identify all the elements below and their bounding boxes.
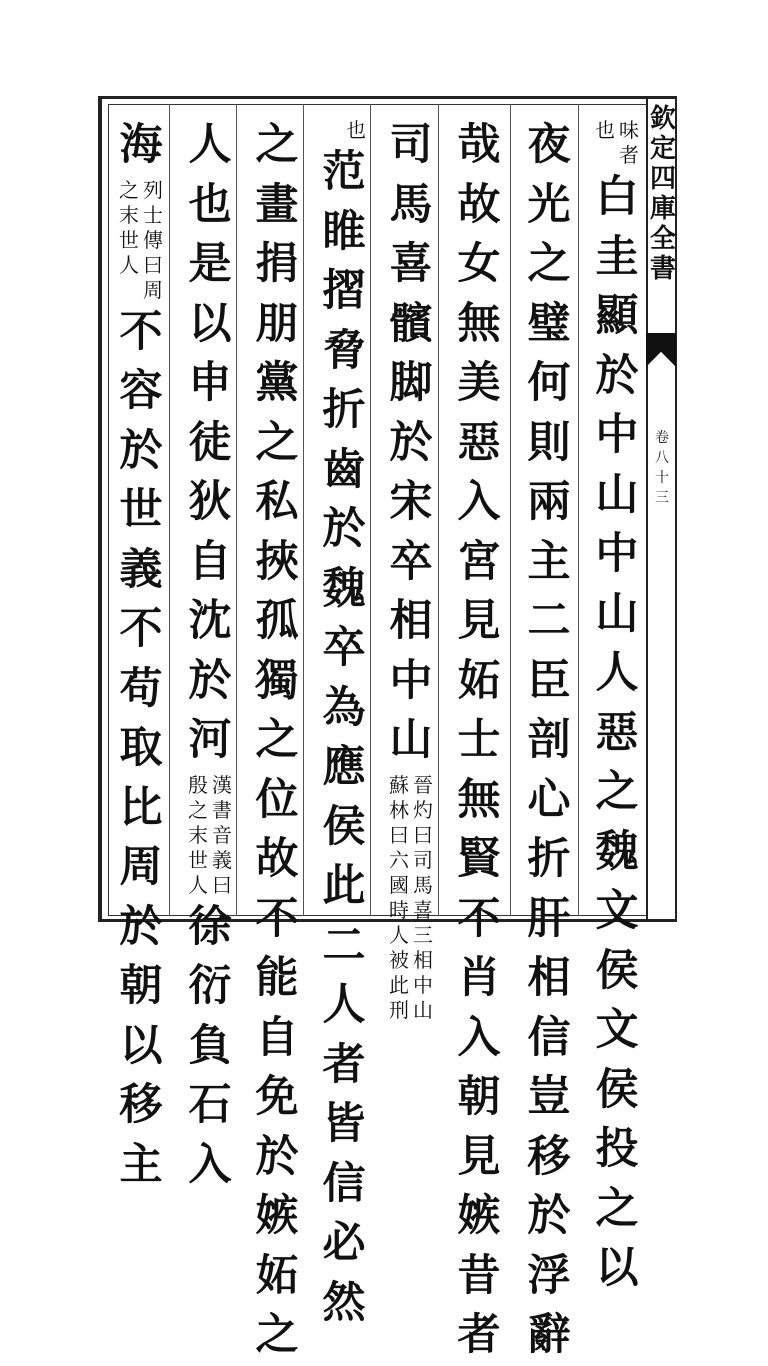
column-rule bbox=[578, 104, 579, 916]
text-column bbox=[523, 116, 575, 1366]
text-column bbox=[385, 116, 437, 1023]
column-rule bbox=[370, 104, 371, 916]
main-text: 海 bbox=[119, 120, 163, 170]
main-text: 人也是以申徒狄自沈於河 bbox=[188, 120, 232, 765]
annotation-left bbox=[320, 118, 344, 143]
main-text: 之畫捐朋黨之私挾孤獨之位故不能自免於嫉妬之 bbox=[255, 120, 299, 1360]
text-column bbox=[318, 116, 370, 1333]
annotation-left: 蘇林曰六國時人被此刑 bbox=[389, 772, 409, 1022]
main-text: 不容於世義不苟取比周於朝以移主 bbox=[119, 306, 163, 1190]
annotation-pair bbox=[591, 118, 643, 168]
column-rule bbox=[236, 104, 237, 916]
annotation-right: 漢書音義曰 bbox=[212, 772, 232, 897]
annotation-left: 殷之末世人 bbox=[188, 772, 208, 897]
volume-number: 卷八十三 bbox=[655, 430, 669, 506]
main-text: 夜光之璧何則兩主二臣剖心折肝相信豈移於浮辭 bbox=[527, 120, 571, 1360]
annotation-right: 也 bbox=[346, 118, 366, 142]
main-text: 范睢摺脅折齒於魏卒為應侯此二人者皆信必然 bbox=[322, 147, 366, 1328]
annotation-right: 晉灼曰司馬喜三相中山 bbox=[413, 772, 433, 1022]
column-rule bbox=[303, 104, 304, 916]
annotation-right: 列士傳曰周 bbox=[143, 177, 163, 302]
annotation-left: 也 bbox=[595, 118, 615, 142]
column-rule bbox=[169, 104, 170, 916]
annotation-left: 之末世人 bbox=[119, 177, 139, 277]
text-column bbox=[251, 116, 303, 1366]
text-column bbox=[453, 116, 505, 1366]
column-rule bbox=[438, 104, 439, 916]
text-column bbox=[115, 116, 167, 1195]
main-text: 司馬喜髕脚於宋卒相中山 bbox=[389, 120, 433, 765]
text-column bbox=[591, 116, 643, 1299]
annotation-pair bbox=[184, 773, 236, 898]
main-text: 白圭顯於中山中山人惡之魏文侯文侯投之以 bbox=[595, 172, 639, 1293]
text-column bbox=[184, 116, 236, 1195]
column-rule bbox=[510, 104, 511, 916]
annotation-right: 味者 bbox=[619, 118, 639, 167]
main-text: 哉故女無美惡入宮見妬士無賢不肖入朝見嫉昔者 bbox=[457, 120, 501, 1360]
annotation-pair bbox=[115, 178, 167, 303]
book-title: 欽定四庫全書 bbox=[649, 104, 676, 284]
main-text: 徐衍負石入 bbox=[188, 901, 232, 1190]
annotation-pair bbox=[318, 118, 370, 143]
annotation-pair bbox=[385, 773, 437, 1023]
